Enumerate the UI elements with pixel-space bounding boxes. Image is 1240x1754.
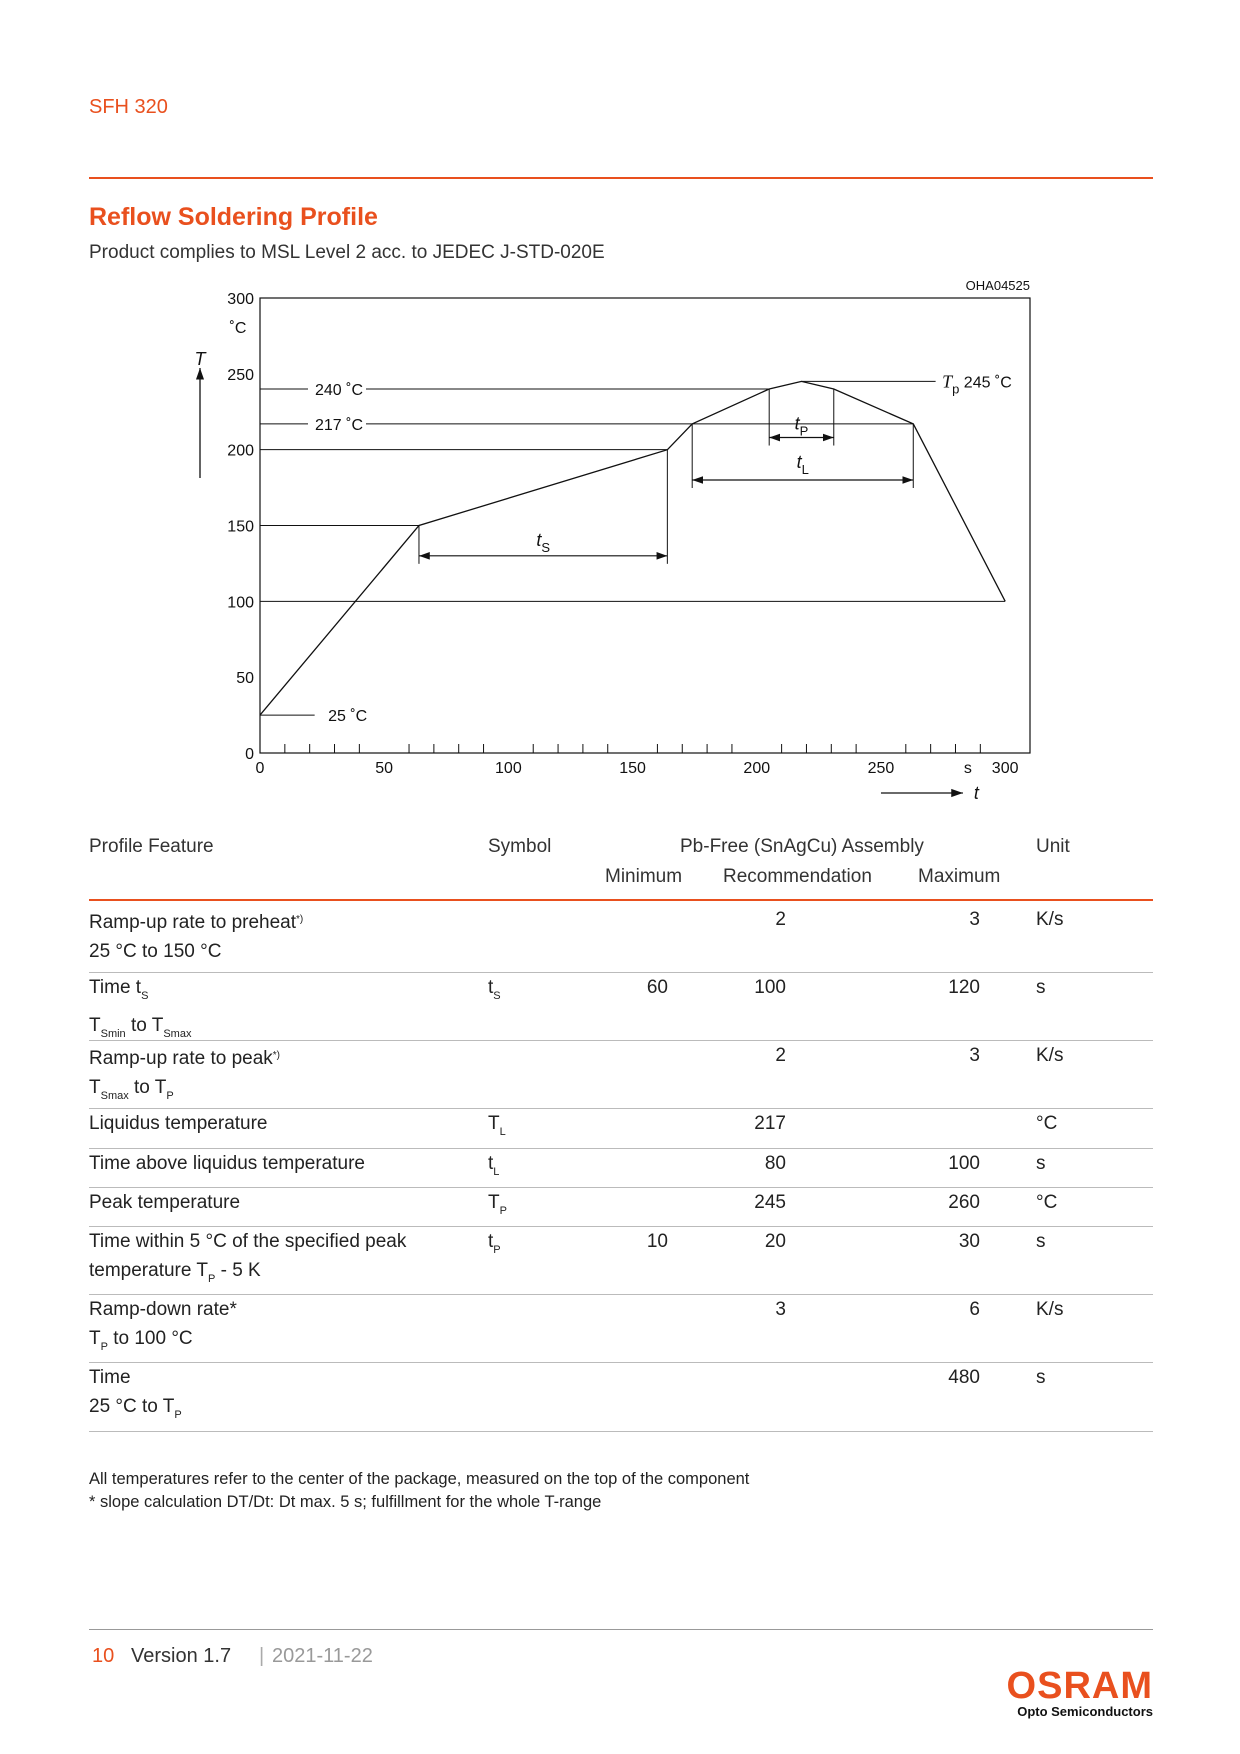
row-max: 480	[948, 1367, 980, 1388]
row-max: 260	[948, 1192, 980, 1213]
feature-line1: Time within 5 °C of the specified peak	[89, 1231, 407, 1252]
row-max: 3	[969, 909, 980, 930]
ref-label-25: 25 ˚C	[328, 708, 368, 726]
feature-line2: temperature T	[89, 1260, 208, 1281]
row-feature	[89, 973, 489, 1049]
footer-separator: |	[259, 1645, 265, 1667]
feature-line1: Liquidus temperature	[89, 1113, 268, 1134]
feature-line1-sub: S	[141, 990, 149, 1002]
row-max: 120	[948, 977, 980, 998]
symbol-sub: P	[493, 1244, 501, 1256]
symbol-main: t	[488, 1153, 494, 1174]
row-feature	[89, 1041, 489, 1111]
feature-line2: T	[89, 1077, 101, 1098]
row-recommendation: 217	[754, 1113, 786, 1134]
section-title: Reflow Soldering Profile	[89, 203, 378, 231]
x-tick-0: 0	[255, 760, 265, 777]
logo-wordmark: OSRAM	[1006, 1665, 1153, 1707]
row-feature	[89, 1227, 489, 1294]
symbol-main: t	[488, 977, 494, 998]
table-header-rule	[89, 899, 1153, 901]
feature-line2: T	[89, 1015, 101, 1036]
feature-line2-mid: to 100 °C	[107, 1328, 193, 1349]
row-unit: s	[1036, 1153, 1046, 1174]
feature-line1: Ramp-up rate to peak	[89, 1048, 273, 1069]
reflow-profile-chart	[190, 276, 1050, 816]
symbol-main: T	[488, 1113, 500, 1134]
symbol-sub: L	[493, 1166, 500, 1178]
y-tick-0: 0	[245, 746, 254, 763]
feature-line2-sub: P	[174, 1409, 182, 1421]
page-number: 10	[92, 1645, 115, 1667]
row-max: 30	[958, 1231, 980, 1252]
row-min: 10	[646, 1231, 668, 1252]
row-feature	[89, 1188, 489, 1217]
profile-line	[260, 381, 1005, 715]
x-tick-50: 50	[375, 760, 394, 777]
feature-line1: Ramp-down rate*	[89, 1299, 237, 1320]
symbol-sub: L	[499, 1126, 506, 1138]
y-tick-150: 150	[227, 518, 254, 536]
th-group: Pb-Free (SnAgCu) Assembly	[680, 836, 924, 857]
th-minimum: Minimum	[605, 866, 683, 887]
x-tick-250: 250	[867, 760, 895, 777]
x-tick-200: 200	[743, 760, 771, 777]
figure-code: OHA04525	[965, 278, 1030, 293]
interval-tL-label: $t_L$	[796, 452, 809, 477]
row-max: 100	[948, 1153, 980, 1174]
ref-label-217: 217 ˚C	[315, 416, 364, 434]
header-product-name: SFH 320	[89, 96, 168, 118]
row-max: 3	[969, 1045, 980, 1066]
row-feature	[89, 1363, 489, 1430]
x-tick-100: 100	[495, 760, 522, 777]
y-axis-label: T	[194, 349, 206, 369]
feature-line1: Time t	[89, 977, 142, 998]
th-maximum: Maximum	[918, 866, 1001, 887]
footnote-2: * slope calculation DT/Dt: Dt max. 5 s; fulfillment for the whole T-range	[89, 1493, 602, 1511]
row-min: 60	[646, 977, 668, 998]
row-symbol	[488, 1149, 499, 1187]
feature-line2-mid: - 5 K	[215, 1260, 261, 1281]
row-feature	[89, 1149, 489, 1178]
symbol-sub: S	[493, 990, 501, 1002]
y-tick-200: 200	[227, 442, 254, 460]
y-tick-50: 50	[236, 670, 254, 688]
row-unit: K/s	[1036, 1299, 1064, 1320]
feature-line1: Peak temperature	[89, 1192, 241, 1213]
ref-label-240: 240 ˚C	[315, 382, 364, 399]
x-tick-300: 300	[991, 760, 1019, 777]
y-tick-250: 250	[227, 366, 254, 384]
y-tick-300: 300	[227, 291, 254, 308]
footer-divider	[89, 1629, 1153, 1630]
row-divider	[89, 1431, 1153, 1432]
row-symbol	[488, 973, 501, 1011]
footnote-1: All temperatures refer to the center of the package, measured on the top of the component	[89, 1470, 750, 1488]
row-unit: s	[1036, 1367, 1046, 1388]
row-recommendation: 20	[764, 1231, 786, 1252]
osram-logo	[985, 1665, 1153, 1719]
feature-line1: Time	[89, 1367, 131, 1388]
peak-label: $T_p$ 245 ˚C	[942, 371, 1012, 397]
feature-line1-sup: *)	[272, 1050, 280, 1061]
row-symbol	[488, 1188, 507, 1226]
row-recommendation: 80	[764, 1153, 786, 1174]
section-subtitle: Product complies to MSL Level 2 acc. to JEDEC J-STD-020E	[89, 242, 605, 263]
y-unit-label: ˚C	[229, 320, 247, 337]
row-feature	[89, 1295, 489, 1362]
feature-line1: Ramp-up rate to preheat	[89, 912, 297, 933]
th-unit: Unit	[1036, 836, 1070, 857]
row-unit: K/s	[1036, 909, 1064, 930]
row-recommendation: 3	[775, 1299, 786, 1320]
th-recommendation: Recommendation	[723, 866, 872, 887]
feature-line2-sub: Smin	[100, 1028, 126, 1040]
row-recommendation: 245	[754, 1192, 786, 1213]
row-unit: s	[1036, 977, 1046, 998]
row-unit: °C	[1036, 1192, 1058, 1213]
row-recommendation: 2	[775, 1045, 786, 1066]
x-axis-label: t	[973, 783, 979, 803]
version-label: Version 1.7	[131, 1645, 232, 1667]
feature-line2-mid: to T	[125, 1015, 164, 1036]
feature-line1: Time above liquidus temperature	[89, 1153, 365, 1174]
logo-tagline: Opto Semiconductors	[1017, 1704, 1153, 1719]
row-recommendation: 2	[775, 909, 786, 930]
feature-line2-sub2: P	[166, 1090, 174, 1102]
row-symbol	[488, 1227, 501, 1265]
interval-tS-label: $t_S$	[536, 529, 551, 555]
th-symbol: Symbol	[488, 836, 552, 857]
row-unit: °C	[1036, 1113, 1058, 1134]
symbol-main: t	[488, 1231, 494, 1252]
feature-line2-mid: to T	[128, 1077, 167, 1098]
version-date: 2021-11-22	[272, 1645, 373, 1667]
feature-line2: 25 °C to 150 °C	[89, 941, 222, 962]
feature-line2-sub: Smax	[100, 1090, 129, 1102]
symbol-sub: P	[499, 1205, 507, 1217]
row-unit: s	[1036, 1231, 1046, 1252]
feature-line2: T	[89, 1328, 101, 1349]
y-tick-100: 100	[227, 594, 254, 612]
row-symbol	[488, 1109, 506, 1147]
feature-line2: 25 °C to T	[89, 1396, 175, 1417]
x-unit-label: s	[963, 760, 972, 777]
header-divider	[89, 177, 1153, 179]
row-unit: K/s	[1036, 1045, 1064, 1066]
interval-tP-label: $t_P$	[794, 413, 809, 439]
feature-line2-sub: P	[207, 1273, 216, 1285]
th-feature: Profile Feature	[89, 836, 214, 857]
row-max: 6	[969, 1299, 980, 1320]
feature-line2-sub2: Smax	[163, 1028, 192, 1040]
feature-line2-sub: P	[100, 1341, 108, 1353]
row-feature	[89, 905, 489, 966]
x-tick-150: 150	[619, 760, 646, 777]
row-feature	[89, 1109, 489, 1138]
footnotes	[89, 1468, 749, 1514]
feature-line1-sup: *)	[296, 914, 304, 925]
row-recommendation: 100	[754, 977, 786, 998]
symbol-main: T	[488, 1192, 500, 1213]
